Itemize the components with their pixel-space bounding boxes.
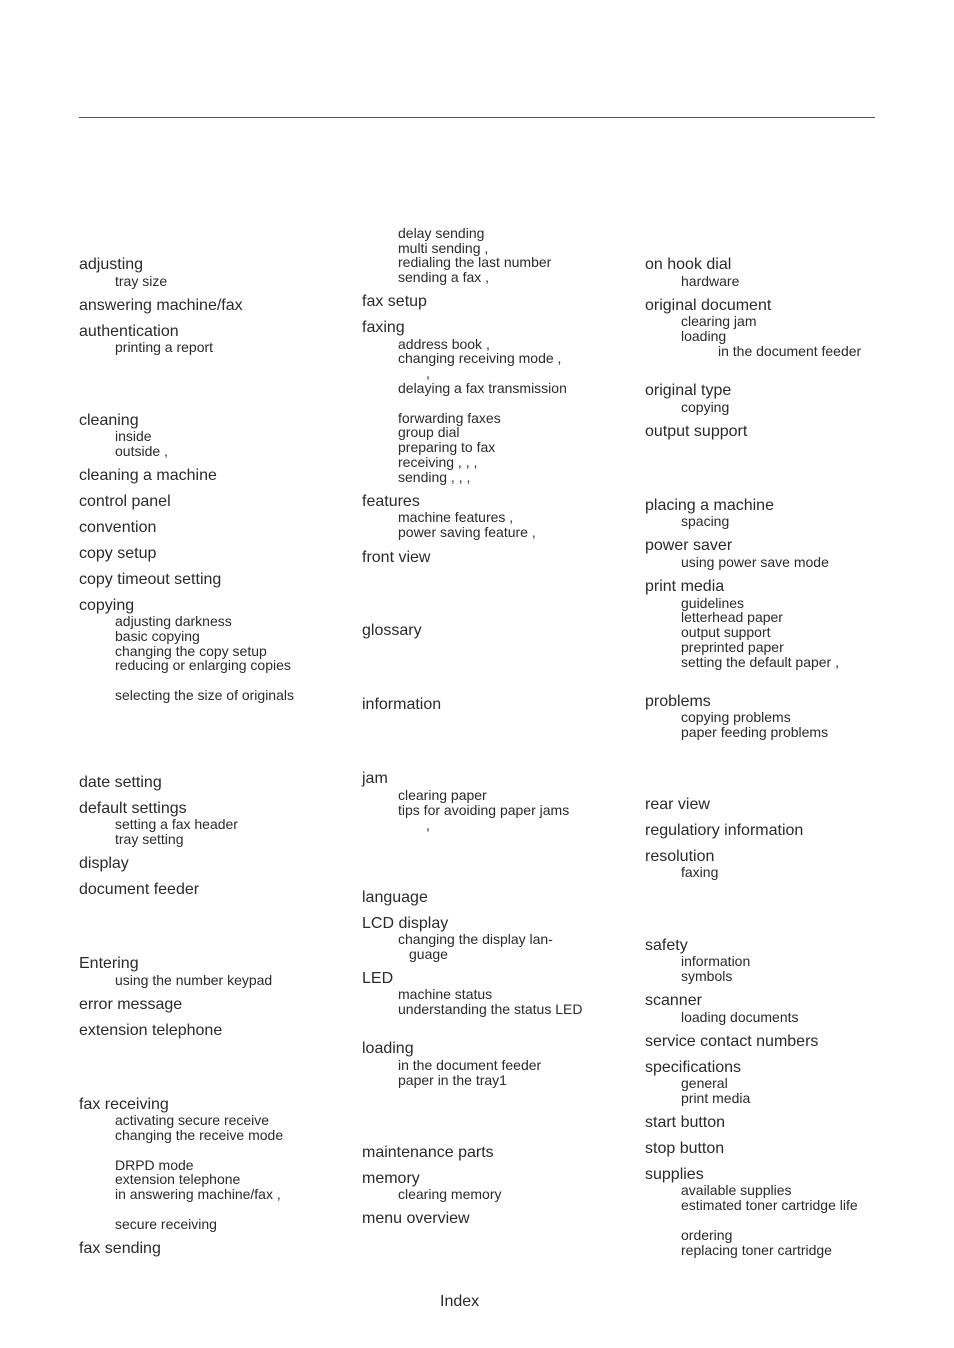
index-subterm: paper in the tray1 [398,1072,507,1088]
index-subterm: estimated toner cartridge life [681,1197,858,1213]
index-term: safety [645,937,688,954]
index-term: control panel [79,493,171,510]
index-term: cleaning a machine [79,467,217,484]
index-term: placing a machine [645,497,774,514]
index-subterm: copying [681,399,730,415]
index-subterm: outside , [115,443,168,459]
index-term: Entering [79,955,139,972]
index-term: cleaning [79,412,139,429]
index-term: copy timeout setting [79,571,222,588]
index-subterm: redialing the last number [398,254,552,270]
index-term: loading [362,1040,414,1057]
index-subterm: forwarding faxes [398,410,501,426]
index-term: maintenance parts [362,1144,494,1161]
index-subterm: selecting the size of originals [115,687,294,703]
index-term: LED [362,970,394,987]
index-subterm: address book , [398,336,490,352]
index-subterm: printing a report [115,339,214,355]
index-term: document feeder [79,881,200,898]
index-term: default settings [79,800,187,817]
index-term: display [79,855,129,872]
index-subterm: in answering machine/fax , [115,1186,281,1202]
index-term: output support [645,423,748,440]
index-term: specifications [645,1059,742,1076]
index-term: adjusting [79,256,144,273]
index-subterm: basic copying [115,628,200,644]
index-term: error message [79,996,183,1013]
index-term: authentication [79,323,179,340]
index-term: on hook dial [645,256,732,273]
index-subterm: inside [115,428,152,444]
index-subterm: delaying a fax transmission [398,380,567,396]
index-term: faxing [362,319,405,336]
index-term: fax sending [79,1240,161,1257]
index-subterm: receiving , , , [398,454,478,470]
index-term: jam [362,770,388,787]
index-subterm: power saving feature , [398,524,536,540]
index-subterm: activating secure receive [115,1112,270,1128]
index-subterm: sending a fax , [398,269,490,285]
index-subterm: changing the receive mode [115,1127,284,1143]
index-subterm: clearing jam [681,313,757,329]
index-term: service contact numbers [645,1033,819,1050]
index-subterm: reducing or enlarging copies [115,657,291,673]
index-term: start button [645,1114,726,1131]
index-term: regulatiory information [645,822,804,839]
index-subterm: changing receiving mode , [398,350,562,366]
index-term: features [362,493,420,510]
index-subterm: machine status [398,986,493,1002]
index-term: original document [645,297,772,314]
index-subterm: using power save mode [681,554,829,570]
index-subterm: setting a fax header [115,816,238,832]
index-subterm: in the document feeder [718,343,862,359]
index-term: language [362,889,428,906]
index-subterm: changing the copy setup [115,643,267,659]
index-subterm: general [681,1075,728,1091]
index-term: extension telephone [79,1022,223,1039]
index-subterm: multi sending , [398,240,489,256]
index-subterm: clearing memory [398,1186,502,1202]
index-subterm: preprinted paper [681,639,784,655]
index-term: memory [362,1170,420,1187]
index-term: copy setup [79,545,157,562]
index-subterm: extension telephone [115,1171,241,1187]
index-subterm: delay sending [398,225,485,241]
index-term: menu overview [362,1210,470,1227]
header-rule [79,117,875,118]
index-term: rear view [645,796,710,813]
index-subterm: group dial [398,424,460,440]
index-subterm: faxing [681,864,719,880]
index-subterm: using the number keypad [115,972,273,988]
index-term: power saver [645,537,733,554]
index-term: front view [362,549,431,566]
index-subterm: DRPD mode [115,1157,194,1173]
index-subterm: setting the default paper , [681,654,839,670]
index-term: LCD display [362,915,449,932]
index-subterm: spacing [681,513,730,529]
index-subterm: understanding the status LED [398,1001,583,1017]
index-term: information [362,696,442,713]
index-subterm: tray setting [115,831,184,847]
index-term: fax setup [362,293,427,310]
index-subterm: ordering [681,1227,733,1243]
index-subterm: guidelines [681,595,745,611]
index-subterm: in the document feeder [398,1057,542,1073]
index-subterm: adjusting darkness [115,613,232,629]
index-subterm: machine features , [398,509,514,525]
page-footer: Index [440,1293,480,1310]
index-subterm: loading documents [681,1009,799,1025]
index-term: original type [645,382,732,399]
index-term: problems [645,693,711,710]
index-subterm: guage [409,946,448,962]
index-subterm: symbols [681,968,733,984]
index-subterm: secure receiving [115,1216,217,1232]
index-subterm: replacing toner cartridge [681,1242,832,1258]
index-term: print media [645,578,725,595]
index-term: copying [79,597,135,614]
index-subterm: loading [681,328,727,344]
index-term: stop button [645,1140,725,1157]
index-term: glossary [362,622,422,639]
index-subterm: copying problems [681,709,791,725]
index-subterm: output support [681,624,771,640]
index-subterm: letterhead paper [681,609,783,625]
index-subterm: clearing paper [398,787,487,803]
index-term: supplies [645,1166,704,1183]
index-subterm: available supplies [681,1182,792,1198]
index-subterm: , [426,817,430,833]
index-subterm: , [426,365,430,381]
index-subterm: print media [681,1090,751,1106]
index-term: date setting [79,774,162,791]
index-subterm: tray size [115,273,168,289]
index-term: resolution [645,848,715,865]
index-subterm: changing the display lan- [398,931,553,947]
index-term: scanner [645,992,702,1009]
index-term: fax receiving [79,1096,169,1113]
index-term: answering machine/fax [79,297,243,314]
index-subterm: information [681,953,751,969]
index-subterm: preparing to fax [398,439,496,455]
index-subterm: hardware [681,273,740,289]
index-term: convention [79,519,157,536]
index-subterm: sending , , , [398,469,471,485]
index-subterm: tips for avoiding paper jams [398,802,570,818]
index-subterm: paper feeding problems [681,724,829,740]
